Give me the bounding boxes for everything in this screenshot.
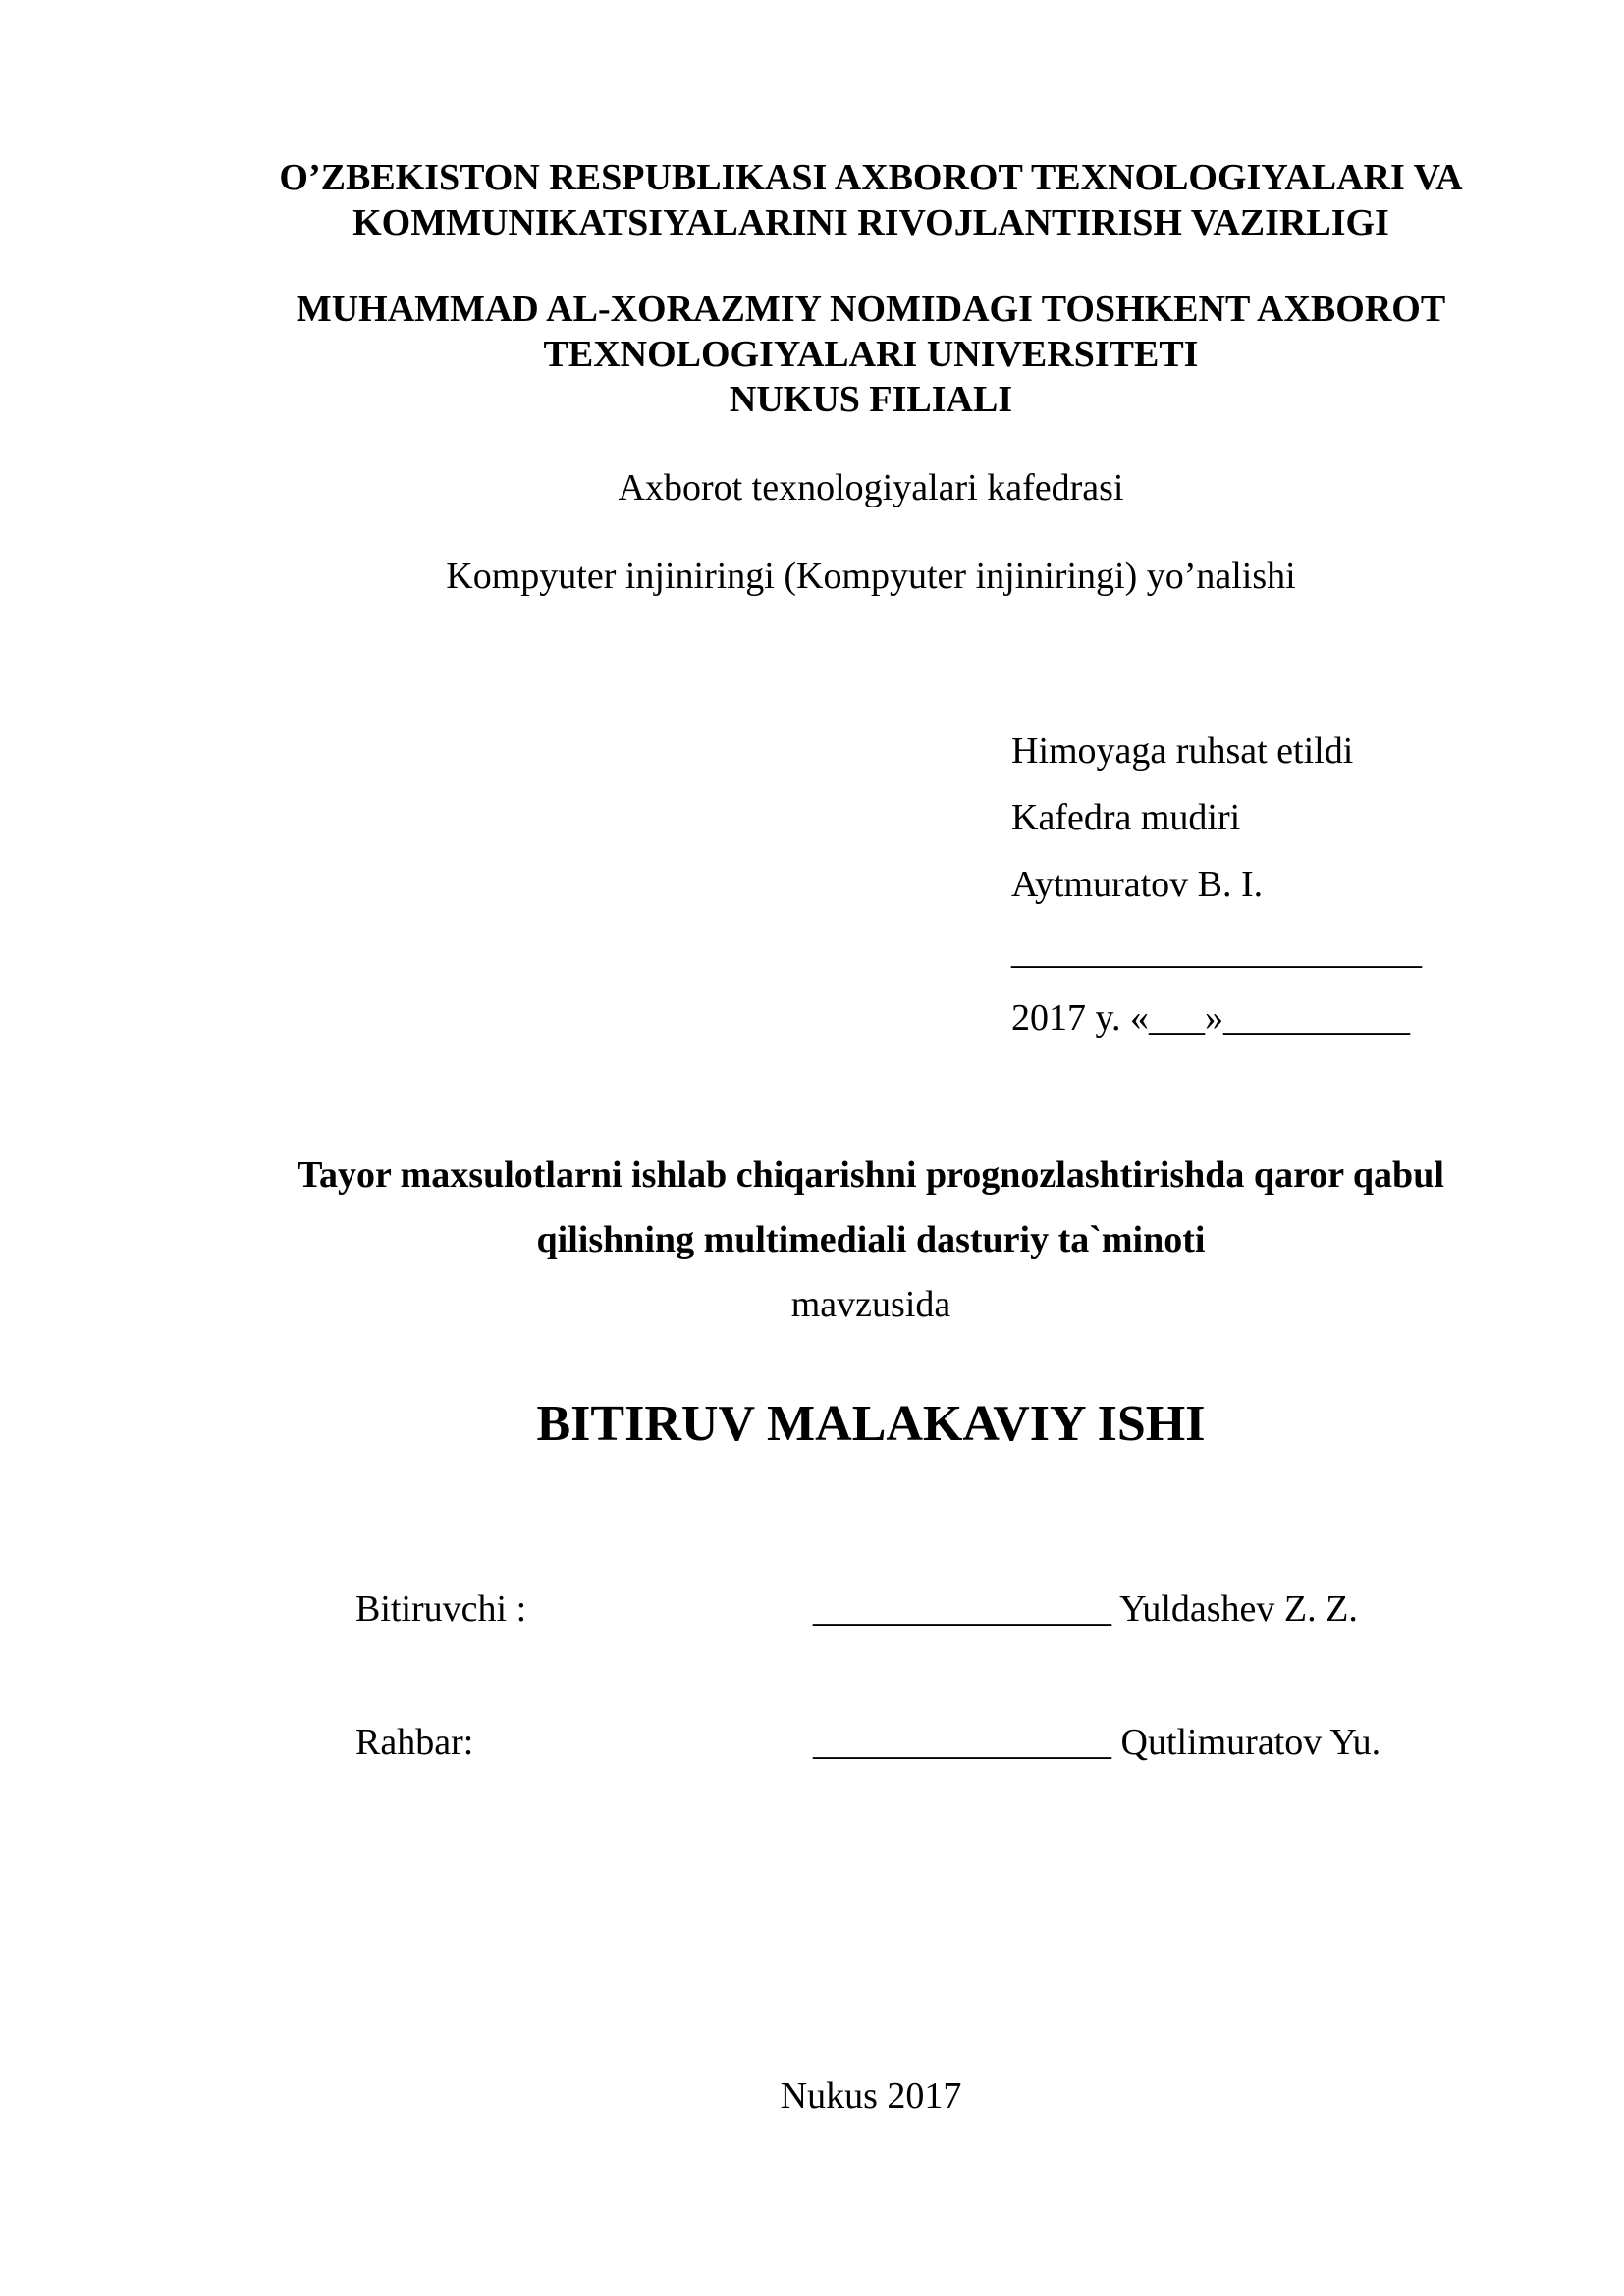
- graduate-label: Bitiruvchi :: [355, 1588, 527, 1629]
- thesis-topic-line-1: Tayor maxsulotlarni ishlab chiqarishni prognozlashtirishda qaror qabul: [298, 1154, 1444, 1196]
- approval-role: Kafedra mudiri: [1011, 797, 1241, 838]
- ministry-line-2: KOMMUNIKATSIYALARINI RIVOJLANTIRISH VAZIRLIGI: [352, 202, 1389, 243]
- thesis-topic-suffix: mavzusida: [790, 1284, 951, 1325]
- footer-place-year: Nukus 2017: [780, 2075, 962, 2116]
- university-line-2: TEXNOLOGIYALARI UNIVERSITETI: [543, 334, 1199, 375]
- approval-name: Aytmuratov B. I.: [1011, 864, 1264, 905]
- ministry-line-1: O’ZBEKISTON RESPUBLIKASI AXBOROT TEXNOLOGIYALARI VA: [279, 157, 1463, 198]
- approval-permission: Himoyaga ruhsat etildi: [1011, 730, 1354, 772]
- approval-date-line: 2017 y. «___»__________: [1011, 997, 1411, 1039]
- thesis-topic-line-2: qilishning multimediali dasturiy ta`minoti: [536, 1219, 1206, 1260]
- supervisor-signature: ________________ Qutlimuratov Yu.: [813, 1722, 1381, 1763]
- supervisor-label: Rahbar:: [355, 1722, 474, 1763]
- approval-signature-line: ______________________: [1011, 931, 1422, 972]
- study-direction: Kompyuter injiniringi (Kompyuter injiniringi) yo’nalishi: [446, 556, 1296, 597]
- university-line-1: MUHAMMAD AL-XORAZMIY NOMIDAGI TOSHKENT AXBOROT: [296, 289, 1446, 330]
- university-line-3: NUKUS FILIALI: [729, 379, 1013, 420]
- graduate-signature: ________________ Yuldashev Z. Z.: [813, 1588, 1358, 1629]
- department-name: Axborot texnologiyalari kafedrasi: [618, 467, 1124, 508]
- work-title: BITIRUV MALAKAVIY ISHI: [536, 1396, 1206, 1452]
